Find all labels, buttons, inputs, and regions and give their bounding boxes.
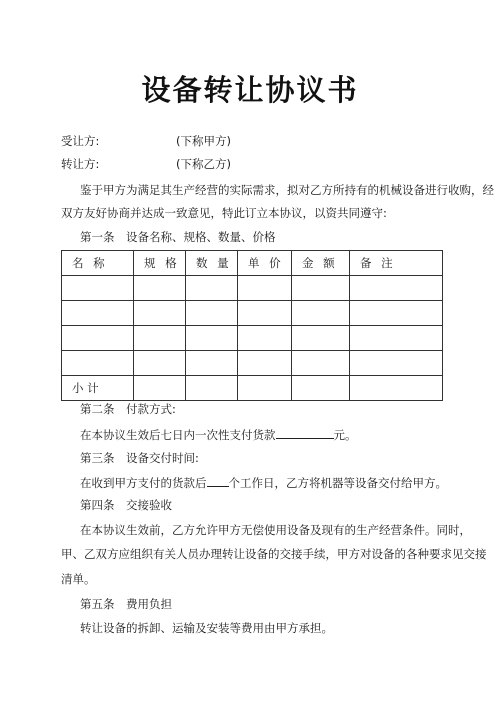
amount-blank (276, 427, 334, 439)
article-2-heading: 第二条 付款方式: (80, 402, 176, 416)
table-row (62, 326, 443, 351)
article-4-heading: 第四条 交接验收 (80, 498, 172, 512)
article-3-text-before: 在收到甲方支付的货款后 (80, 476, 207, 490)
article-3-text (80, 475, 447, 491)
column-header-remarks: 备 注 (350, 251, 443, 276)
preamble-line-2: 双方友好协商并达成一致意见，特此订立本协议，以资共同遵守: (61, 206, 387, 220)
subtotal-row (62, 376, 443, 401)
transferee-label: 受让方: (61, 134, 100, 148)
transferee-note: (下称甲方) (176, 134, 231, 148)
article-5-heading: 第五条 费用负担 (80, 597, 172, 611)
article-2-text-after: 元。 (333, 428, 357, 442)
days-blank (207, 475, 229, 487)
table-row (62, 301, 443, 326)
table-row (62, 276, 443, 301)
article-2-text-before: 在本协议生效后七日内一次性支付货款 (80, 428, 276, 442)
article-3-text-after: 个工作日，乙方将机器等设备交付给甲方。 (228, 476, 447, 490)
document-title: 设备转让协议书 (141, 73, 359, 107)
column-header-spec: 规 格 (134, 251, 186, 276)
article-2-text (80, 427, 357, 443)
article-3-heading: 第三条 设备交付时间: (80, 451, 199, 465)
table-header-row (62, 251, 443, 276)
equipment-table (61, 250, 443, 401)
article-1-heading: 第一条 设备名称、规格、数量、价格 (80, 230, 276, 244)
column-header-quantity: 数 量 (186, 251, 238, 276)
table-row (62, 351, 443, 376)
subtotal-label: 小 计 (62, 376, 134, 401)
article-4-line-2: 甲、乙双方应组织有关人员办理转让设备的交接手续，甲方对设备的各种要求见交接 (61, 547, 487, 561)
article-5-text: 转让设备的拆卸、运输及安装等费用由甲方承担。 (80, 621, 333, 635)
transferor-label: 转让方: (61, 157, 100, 171)
column-header-name: 名 称 (62, 251, 134, 276)
article-4-line-1: 在本协议生效前，乙方允许甲方无偿使用设备及现有的生产经营条件。同时， (80, 523, 471, 537)
column-header-amount: 金 额 (292, 251, 350, 276)
preamble-line-1: 鉴于甲方为满足其生产经营的实际需求，拟对乙方所持有的机械设备进行收购，经 (80, 183, 494, 197)
column-header-unit-price: 单 价 (238, 251, 292, 276)
transferor-note: (下称乙方) (176, 157, 231, 171)
article-4-line-3: 清单。 (61, 572, 96, 586)
